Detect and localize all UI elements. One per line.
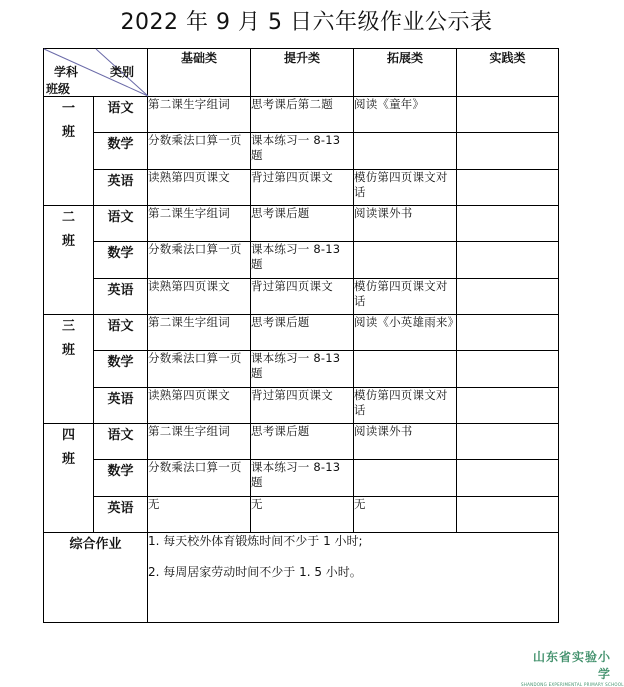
extended-task-cell: 阅读课外书 bbox=[354, 206, 457, 242]
table-row bbox=[44, 206, 559, 242]
subject-cell: 语文 bbox=[94, 424, 148, 460]
practice-task-cell bbox=[457, 388, 559, 424]
table-row bbox=[44, 170, 559, 206]
advanced-task-cell: 背过第四页课文 bbox=[251, 388, 354, 424]
extended-task-cell bbox=[354, 242, 457, 279]
advanced-task-cell: 课本练习一 8-13 题 bbox=[251, 460, 354, 497]
subject-cell: 英语 bbox=[94, 279, 148, 315]
basic-task-cell: 分数乘法口算一页 bbox=[148, 242, 251, 279]
extended-task-cell: 阅读《童年》 bbox=[354, 97, 457, 133]
general-homework-row bbox=[44, 533, 559, 623]
extended-task-cell bbox=[354, 460, 457, 497]
subject-cell: 英语 bbox=[94, 388, 148, 424]
basic-task-cell: 分数乘法口算一页 bbox=[148, 460, 251, 497]
table-row bbox=[44, 97, 559, 133]
column-header-extended: 拓展类 bbox=[354, 49, 457, 97]
practice-task-cell bbox=[457, 170, 559, 206]
practice-task-cell bbox=[457, 206, 559, 242]
header-row bbox=[44, 49, 559, 97]
advanced-task-cell: 课本练习一 8-13 题 bbox=[251, 242, 354, 279]
extended-task-cell: 模仿第四页课文对话 bbox=[354, 388, 457, 424]
page-title: 2022 年 9 月 5 日六年级作业公示表 bbox=[120, 10, 493, 35]
corner-subject-label: 学科 bbox=[54, 65, 79, 79]
basic-task-cell: 读熟第四页课文 bbox=[148, 388, 251, 424]
practice-task-cell bbox=[457, 497, 559, 533]
subject-cell: 语文 bbox=[94, 315, 148, 351]
column-header-basic: 基础类 bbox=[148, 49, 251, 97]
practice-task-cell bbox=[457, 133, 559, 170]
basic-task-cell: 第二课生字组词 bbox=[148, 424, 251, 460]
table-row bbox=[44, 497, 559, 533]
class-name: 三班 bbox=[61, 319, 75, 358]
general-homework-content bbox=[148, 533, 559, 623]
table-row bbox=[44, 133, 559, 170]
advanced-task-cell: 思考课后第二题 bbox=[251, 97, 354, 133]
extended-task-cell: 无 bbox=[354, 497, 457, 533]
advanced-task-cell: 无 bbox=[251, 497, 354, 533]
class-name-cell bbox=[44, 315, 94, 424]
extended-task-cell: 阅读《小英雄雨来》 bbox=[354, 315, 457, 351]
advanced-task-cell: 思考课后题 bbox=[251, 206, 354, 242]
table-row bbox=[44, 388, 559, 424]
basic-task-cell: 读熟第四页课文 bbox=[148, 170, 251, 206]
class-name-cell bbox=[44, 97, 94, 206]
subject-cell: 英语 bbox=[94, 170, 148, 206]
subject-cell: 语文 bbox=[94, 97, 148, 133]
subject-cell: 数学 bbox=[94, 351, 148, 388]
practice-task-cell bbox=[457, 424, 559, 460]
basic-task-cell: 分数乘法口算一页 bbox=[148, 133, 251, 170]
advanced-task-cell: 课本练习一 8-13 题 bbox=[251, 133, 354, 170]
basic-task-cell: 分数乘法口算一页 bbox=[148, 351, 251, 388]
basic-task-cell: 第二课生字组词 bbox=[148, 315, 251, 351]
advanced-task-cell: 背过第四页课文 bbox=[251, 170, 354, 206]
table-row bbox=[44, 424, 559, 460]
table-row bbox=[44, 315, 559, 351]
extended-task-cell bbox=[354, 351, 457, 388]
practice-task-cell bbox=[457, 351, 559, 388]
class-name-cell bbox=[44, 206, 94, 315]
practice-task-cell bbox=[457, 242, 559, 279]
basic-task-cell: 第二课生字组词 bbox=[148, 206, 251, 242]
practice-task-cell bbox=[457, 460, 559, 497]
general-homework-label: 综合作业 bbox=[44, 533, 148, 623]
advanced-task-cell: 课本练习一 8-13 题 bbox=[251, 351, 354, 388]
corner-type-label: 类别 bbox=[110, 65, 135, 79]
diagonal-header-cell bbox=[44, 49, 148, 97]
extended-task-cell: 阅读课外书 bbox=[354, 424, 457, 460]
table-row bbox=[44, 279, 559, 315]
subject-cell: 数学 bbox=[94, 460, 148, 497]
extended-task-cell: 模仿第四页课文对话 bbox=[354, 279, 457, 315]
basic-task-cell: 第二课生字组词 bbox=[148, 97, 251, 133]
practice-task-cell bbox=[457, 97, 559, 133]
class-rows bbox=[44, 97, 559, 533]
school-logo-name: 山东省实验小学 bbox=[532, 650, 611, 681]
class-name: 四班 bbox=[61, 428, 75, 467]
corner-class-label: 班级 bbox=[46, 82, 71, 96]
general-homework-item: 1. 每天校外体育锻炼时间不少于 1 小时; bbox=[148, 534, 363, 548]
column-header-advanced: 提升类 bbox=[251, 49, 354, 97]
column-header-practice: 实践类 bbox=[457, 49, 559, 97]
general-homework-item: 2. 每周居家劳动时间不少于 1. 5 小时。 bbox=[148, 565, 362, 579]
class-name-cell bbox=[44, 424, 94, 533]
class-name: 二班 bbox=[61, 210, 75, 249]
subject-cell: 语文 bbox=[94, 206, 148, 242]
advanced-task-cell: 思考课后题 bbox=[251, 424, 354, 460]
extended-task-cell: 模仿第四页课文对话 bbox=[354, 170, 457, 206]
school-logo bbox=[521, 648, 624, 687]
table-row bbox=[44, 460, 559, 497]
practice-task-cell bbox=[457, 315, 559, 351]
table-row bbox=[44, 351, 559, 388]
practice-task-cell bbox=[457, 279, 559, 315]
advanced-task-cell: 思考课后题 bbox=[251, 315, 354, 351]
school-logo-english: SHANDONG EXPERIMENTAL PRIMARY SCHOOL bbox=[521, 682, 624, 687]
advanced-task-cell: 背过第四页课文 bbox=[251, 279, 354, 315]
subject-cell: 数学 bbox=[94, 242, 148, 279]
basic-task-cell: 读熟第四页课文 bbox=[148, 279, 251, 315]
class-name: 一班 bbox=[61, 101, 75, 140]
homework-table bbox=[43, 48, 559, 623]
table-row bbox=[44, 242, 559, 279]
extended-task-cell bbox=[354, 133, 457, 170]
subject-cell: 英语 bbox=[94, 497, 148, 533]
basic-task-cell: 无 bbox=[148, 497, 251, 533]
subject-cell: 数学 bbox=[94, 133, 148, 170]
